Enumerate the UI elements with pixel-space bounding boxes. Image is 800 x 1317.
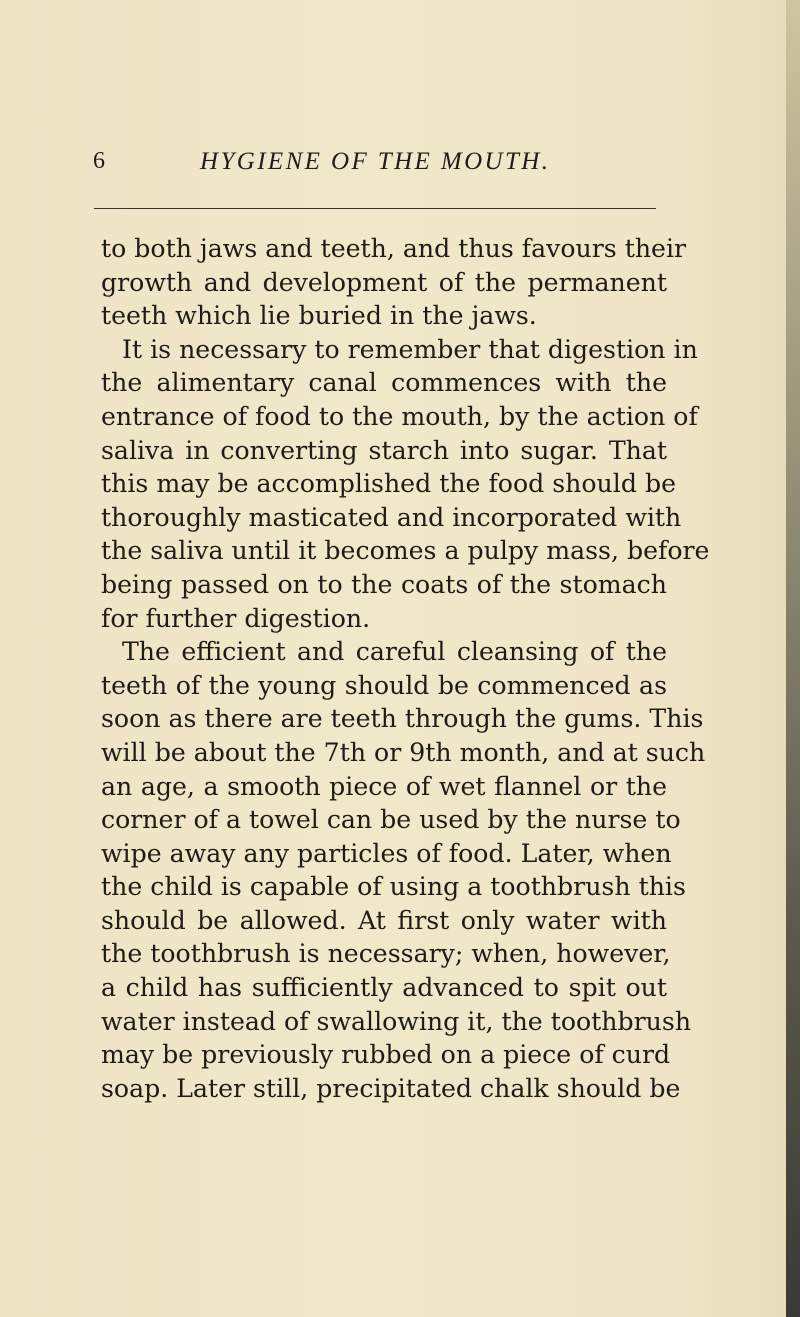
header-rule [94,208,656,209]
text-line: the toothbrush is necessary; when, however, [101,939,671,969]
text-line: an age, a smooth piece of wet flannel or the [101,771,667,801]
text-line: teeth of the young should be commenced as [101,670,667,700]
text-line: to both jaws and teeth, and thus favours their [101,234,687,263]
text-line: It is necessary to remember that digestion in [122,334,698,364]
text-line: this may be accomplished the food should be [101,469,676,499]
text-line: water instead of swallowing it, the toothbrush [101,1006,692,1036]
text-line: the alimentary canal commences with the [101,368,667,398]
body-text [101,232,710,1105]
text-line: The efficient and careful cleansing of the [122,637,667,667]
text-line: being passed on to the coats of the stomach [101,569,667,599]
text-line: will be about the 7th or 9th month, and at such [101,737,706,767]
text-line: should be allowed. At first only water with [101,905,667,935]
text-line: growth and development of the permanent [101,267,667,297]
text-line: a child has sufficiently advanced to spit out [101,973,667,1003]
text-line: soap. Later still, precipitated chalk should be [101,1073,681,1103]
text-line: for further digestion. [101,603,371,633]
text-line: saliva in converting starch into sugar. That [101,435,667,465]
text-line: thoroughly masticated and incorporated with [101,502,682,532]
text-line: the child is capable of using a toothbrush this [101,872,686,902]
page-edge-shadow [786,0,800,1317]
paragraph-3 [101,635,706,1105]
text-line: entrance of food to the mouth, by the action of [101,401,698,431]
text-line: soon as there are teeth through the gums. This [101,704,704,734]
page-header [0,148,800,188]
text-line: wipe away any particles of food. Later, when [101,838,672,868]
text-line: may be previously rubbed on a piece of curd [101,1040,671,1070]
paragraph-2 [101,333,710,635]
text-line: teeth which lie buried in the jaws. [101,301,537,331]
text-line: corner of a towel can be used by the nurse to [101,805,681,835]
running-head: HYGIENE OF THE MOUTH. [200,148,551,175]
page-number: 6 [93,148,105,174]
text-line: the saliva until it becomes a pulpy mass, before [101,536,710,566]
paragraph-1 [101,232,687,333]
